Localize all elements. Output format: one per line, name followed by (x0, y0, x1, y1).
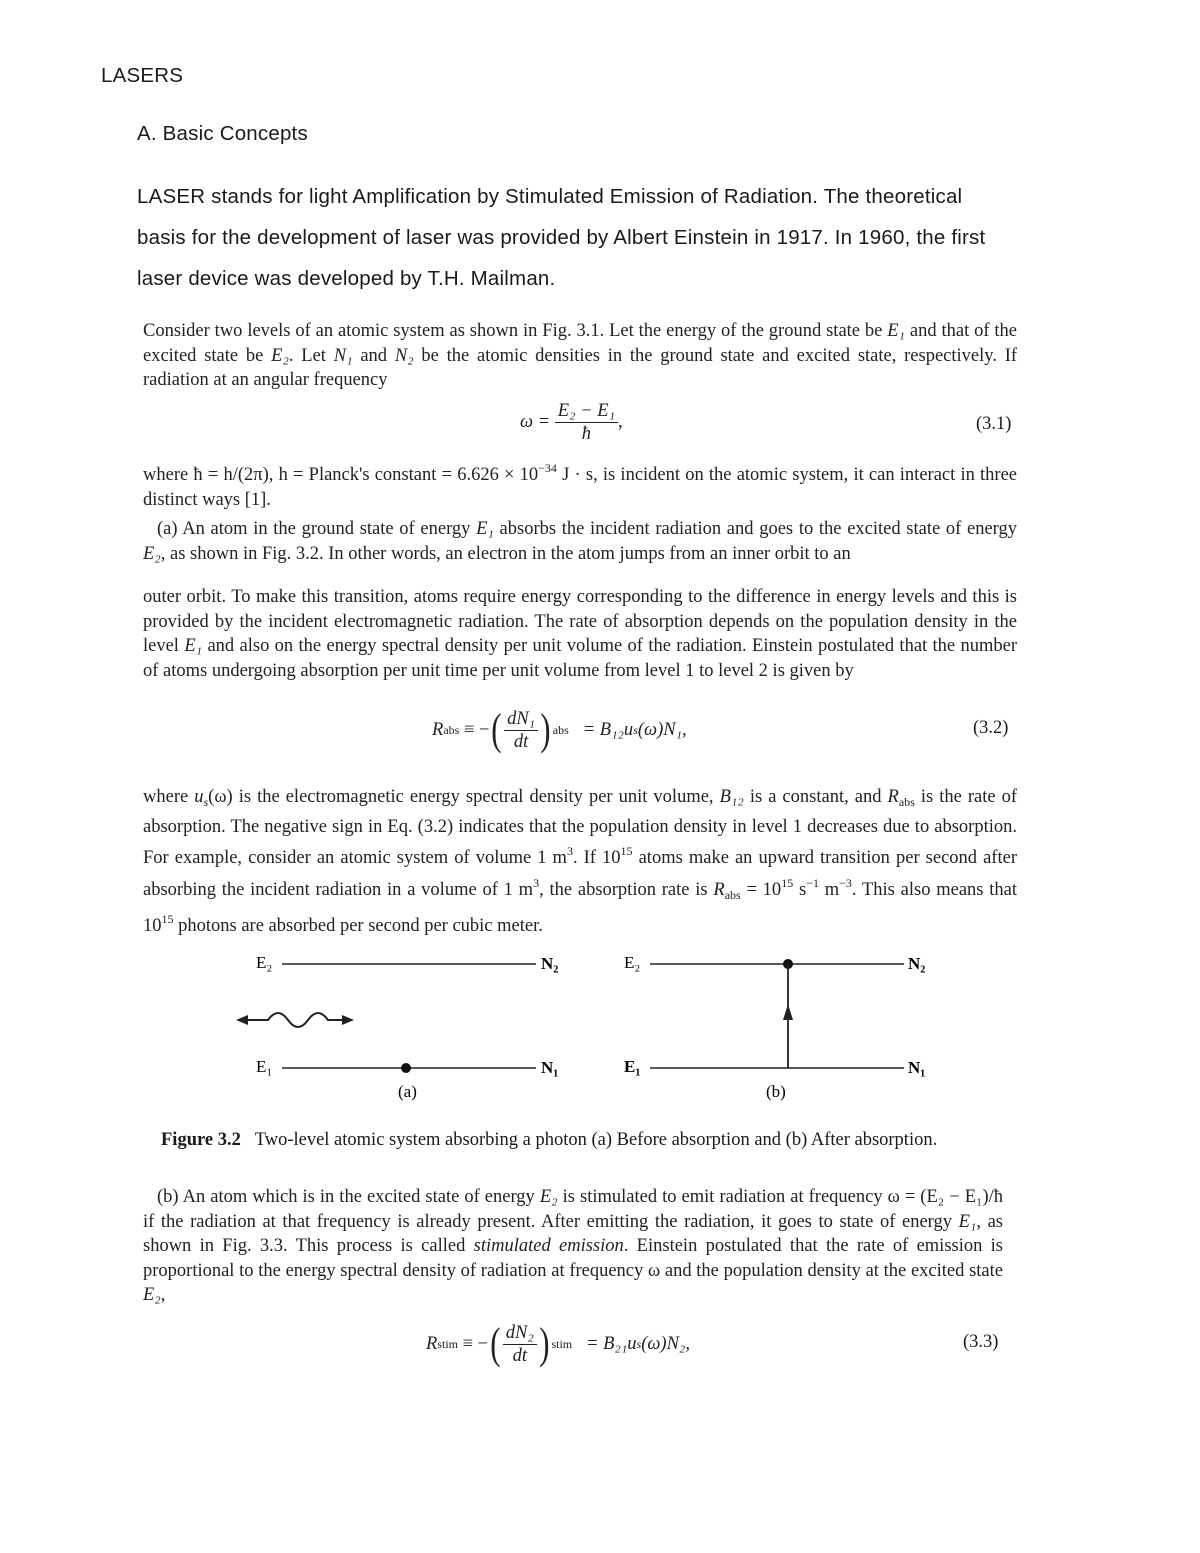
excerpt-paragraph: (a) An atom in the ground state of energy E₁ absorbs the incident radiation and goes to the excited state of energy E₂, as shown in Fig. 3.2. In other words, an electron in the atom jumps from an inner orbit to an (143, 519, 1018, 564)
right-paren-icon: ) (538, 1319, 550, 1368)
fraction: $\frac{\text{dN₂}}{dt}$ (503, 1322, 537, 1367)
equation-3-1: ω = $\frac{\text{E₂ − E₁}}{ħ}$ , (520, 400, 623, 444)
excerpt-paragraph: outer orbit. To make this transition, atoms require energy corresponding to the difference in energy levels and this is provided by the incident electromagnetic radiation. The rate of absorption depends on the population density in the level E₁ and also on the energy spectral density per unit volume of the radiation. Einstein postulated that the number of atoms undergoing absorption per unit time per unit volume from level 1 to level 2 is given by (143, 587, 1018, 681)
intro-line: laser device was developed by T.H. Mailman. (137, 267, 556, 290)
left-paren-icon: ( (491, 705, 502, 754)
equation-3-3: R stim ≡ − ( $\frac{\text{dN₂}}{dt}$ ) stim = B₂₁u s (ω)N₂, (426, 1319, 690, 1368)
intro-line: LASER stands for light Amplification by Stimulated Emission of Radiation. The theoretical (137, 185, 963, 208)
panel-label: (a) (398, 1082, 417, 1101)
photon-tail-icon (236, 1015, 248, 1025)
excerpt-paragraph: Consider two levels of an atomic system as shown in Fig. 3.1. Let the energy of the ground state be E₁ and that of the excited state be E₂. Let N₁ and N₂ be the atomic densities in the ground state and excited state, respectively. If radiation at an angular frequency (143, 321, 1018, 390)
figure-caption: Figure 3.2 Two-level atomic system absorbing a photon (a) Before absorption and (b) After absorption. (161, 1130, 938, 1150)
excerpt-paragraph: (b) An atom which is in the excited state of energy E₂ is stimulated to emit radiation at frequency ω = (E₂ − E₁)/ħ if the radiation at that frequency is already present. After emitting the radiation, it goes to state of energy E₁, as shown in Fig. 3.3. This process is called stimulated emission. Einstein postulated that the rate of emission is proportional to the energy spectral density of radiation at frequency ω and the population density at the excited state E₂, (143, 1187, 1004, 1305)
equation-3-2: R abs ≡ − ( $\frac{\text{dN₁}}{dt}$ ) abs = B₁₂u s (ω)N₁, (432, 705, 687, 754)
excerpt-paragraph: where $u_s(\omega)$ is the electromagnetic energy spectral density per unit volume, B₁₂ is a constant, and $R_{abs}$ is the rate of absorption. The negative sign in Eq. (3.2) indicates that the population density in level 1 decreases due to absorption. For example, consider an atomic system of volume 1 $m^3$. If $10^{15}$ atoms make an upward transition per second after absorbing the incident radiation in a volume of 1 $m^3$, the absorption rate is $R_{abs} = 10^{15}$ $s^{-1}$ $m^{-3}$. This also means that $10^{15}$ photons are absorbed per second per cubic meter. (143, 787, 1018, 936)
right-paren-icon: ) (540, 705, 551, 754)
up-arrow-icon (783, 1004, 793, 1020)
equation-number: (3.1) (976, 414, 1012, 434)
photon-wave-icon (238, 1013, 348, 1027)
intro-line: basis for the development of laser was provided by Albert Einstein in 1917. In 1960, the first (137, 226, 986, 249)
left-paren-icon: ( (490, 1319, 501, 1368)
panel-label: (b) (766, 1082, 786, 1101)
energy-label: E₁ (256, 1057, 273, 1076)
equation-number: (3.2) (973, 718, 1009, 738)
fraction: $\frac{\text{dN₁}}{dt}$ (504, 708, 538, 753)
photon-arrowhead-icon (342, 1015, 354, 1025)
excerpt-paragraph: where ħ = h/(2π), h = Planck's constant = $6.626 \times 10^{-34}$ J · s, is incident on the atomic system, it can interact in three distinct ways [1]. (143, 461, 1018, 510)
fraction: $\frac{\text{E₂ − E₁}}{ħ}$ (555, 400, 618, 445)
population-label: N₁ (541, 1058, 559, 1077)
population-label: N₁ (908, 1058, 926, 1077)
energy-label: E₂ (256, 953, 273, 972)
population-label: N₂ (908, 954, 926, 973)
section-heading: A. Basic Concepts (137, 122, 308, 145)
energy-label: E₂ (624, 953, 641, 972)
page-title: LASERS (101, 64, 184, 87)
figure-3-2 (0, 940, 1200, 1110)
energy-label: E₁ (624, 1057, 641, 1076)
electron-dot (401, 1063, 411, 1073)
intro-paragraph (137, 176, 1037, 299)
equation-number: (3.3) (963, 1332, 999, 1352)
population-label: N₂ (541, 954, 559, 973)
